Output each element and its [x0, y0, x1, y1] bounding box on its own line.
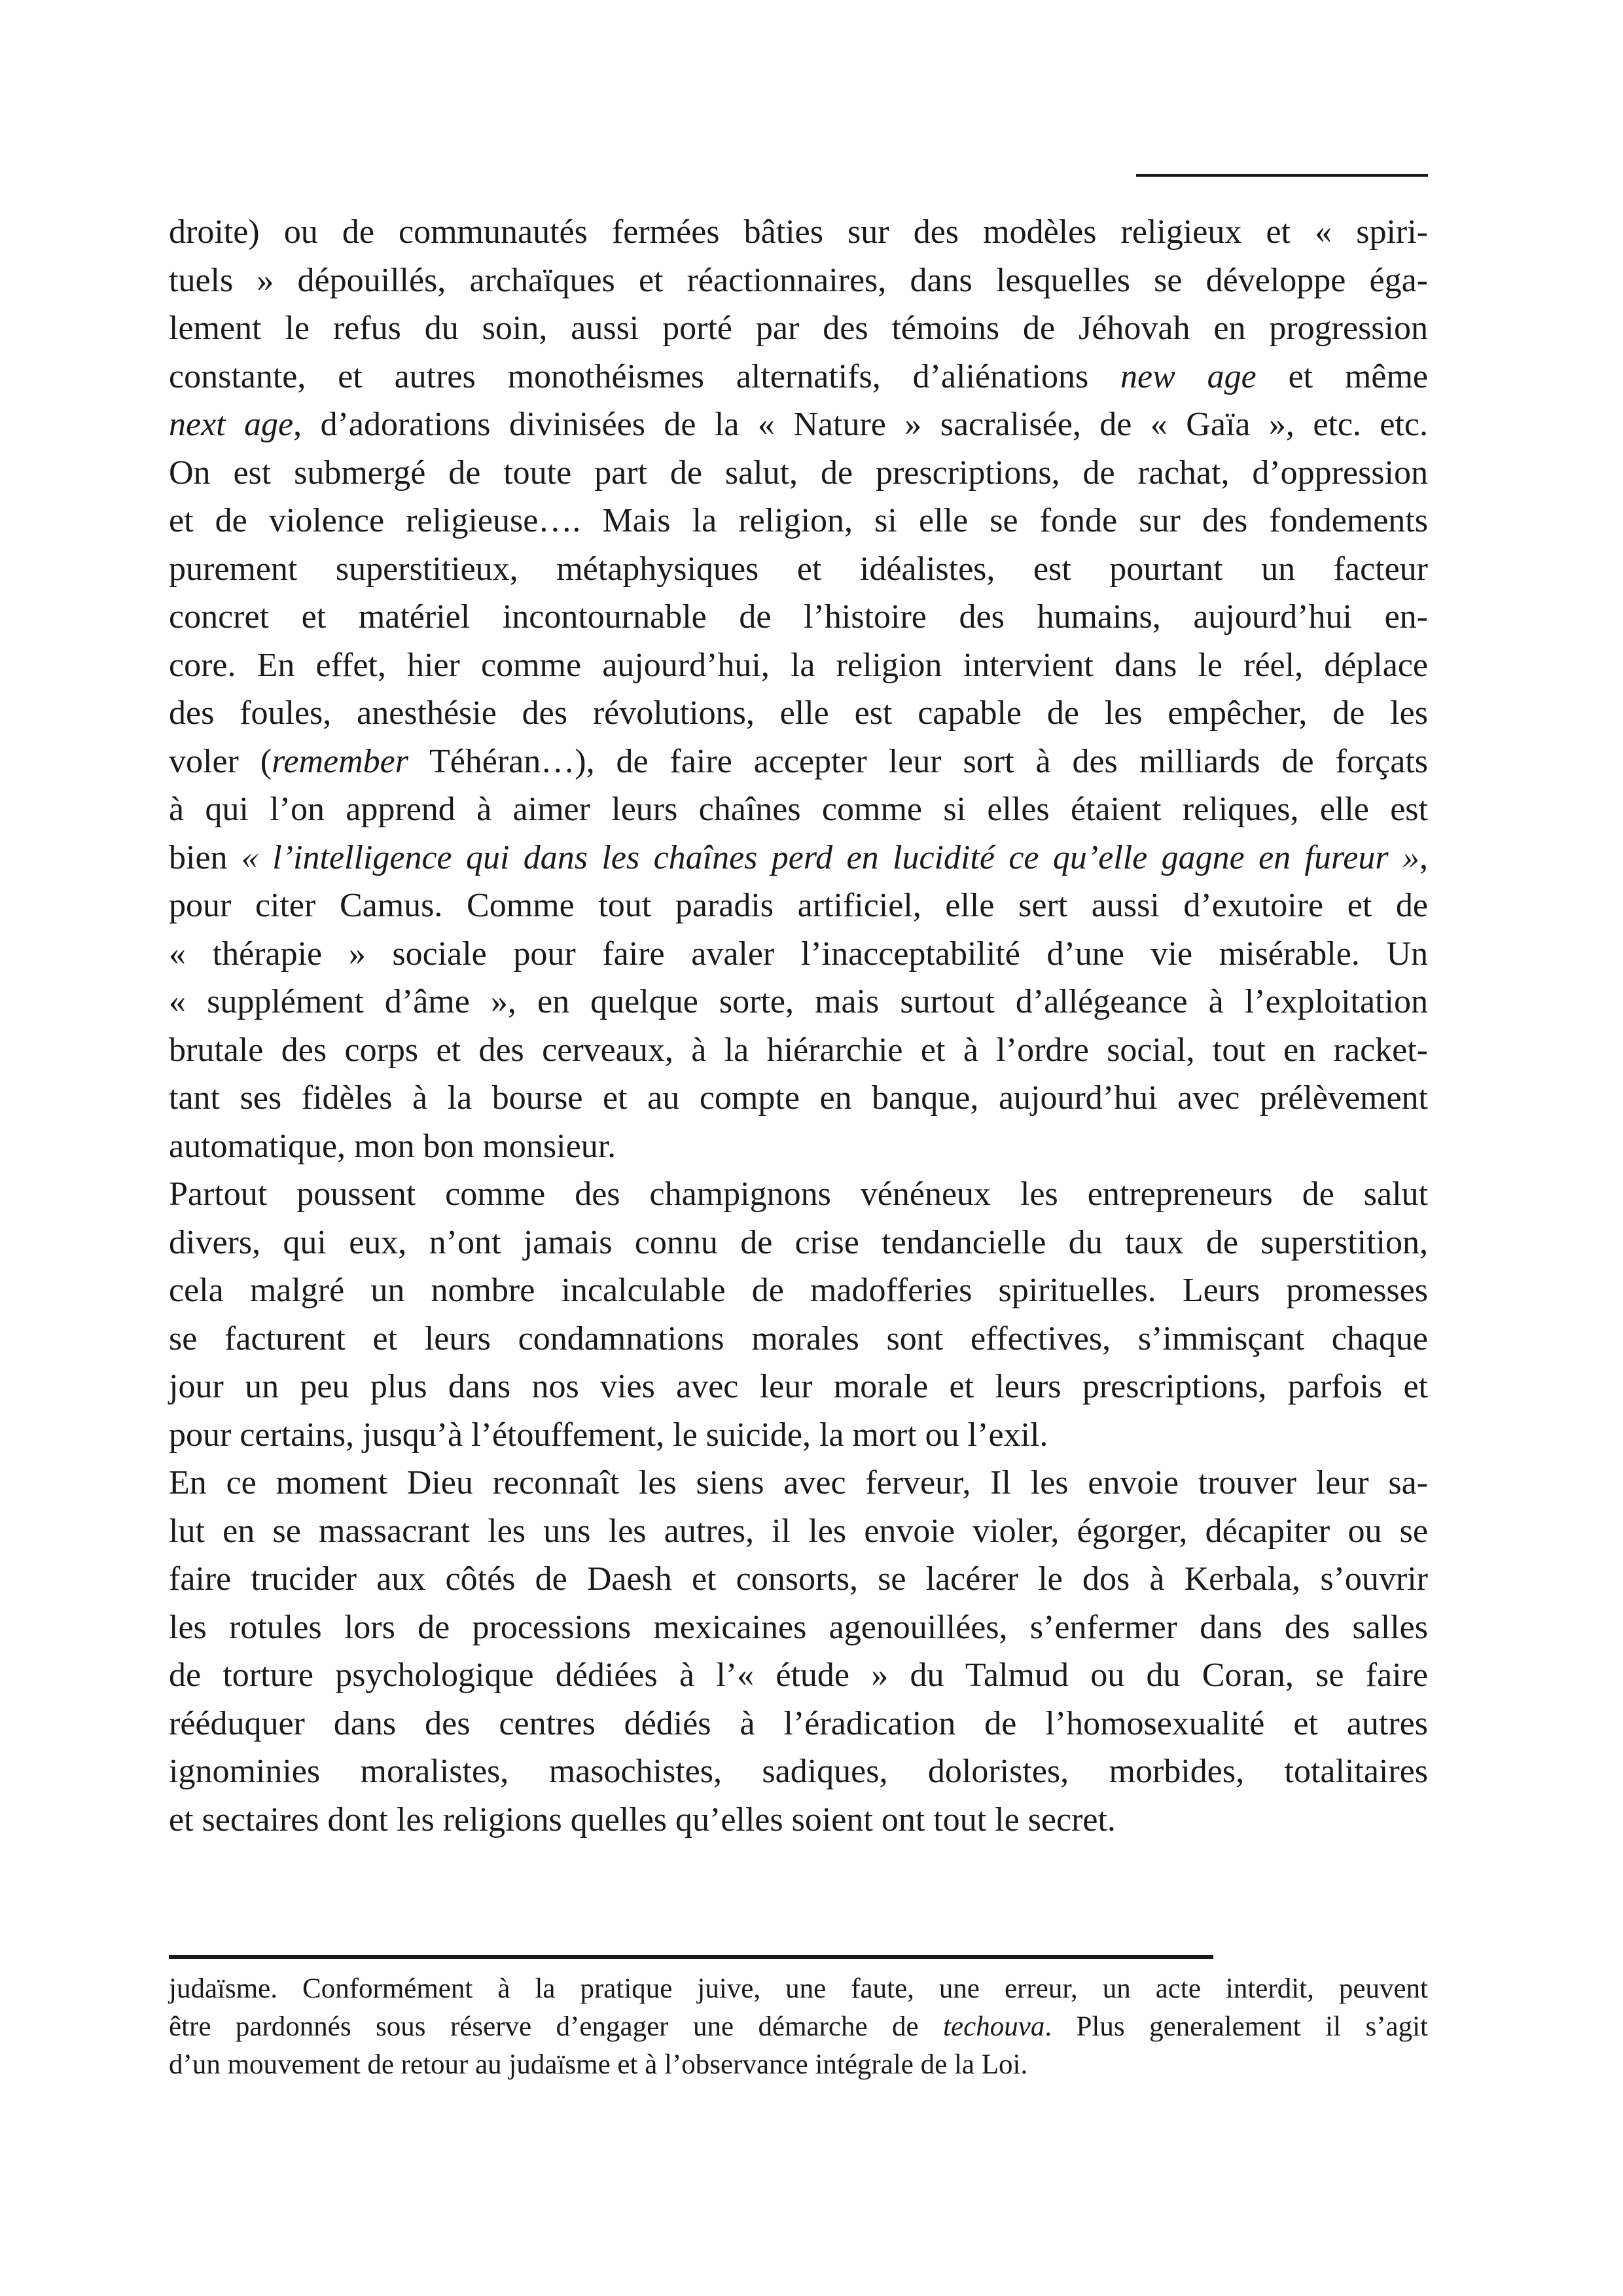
text-line [169, 882, 1428, 930]
text-run: « thérapie » sociale pour faire avaler l’inacceptabilité d’une vie misérable. Un [169, 935, 1428, 973]
text-run: , [1419, 838, 1428, 876]
text-run: « supplément d’âme », en quelque sorte, mais surtout d’allégeance à l’exploitation [169, 983, 1428, 1020]
text-line [169, 497, 1428, 545]
paragraph [169, 208, 1428, 1170]
italic-text: techouva [943, 2011, 1045, 2042]
text-line [169, 1074, 1428, 1122]
text-line [169, 641, 1428, 690]
text-line [169, 1026, 1428, 1075]
text-run: rééduquer dans des centres dédiés à l’éradication de l’homosexualité et autres [169, 1704, 1428, 1742]
text-line [169, 1170, 1428, 1219]
text-line [169, 1748, 1428, 1796]
text-run: pour certains, jusqu’à l’étouffement, le suicide, la mort ou l’exil. [169, 1416, 1048, 1454]
text-run: purement superstitieux, métaphysiques et idéalistes, est pourtant un facteur [169, 550, 1428, 588]
text-run: divers, qui eux, n’ont jamais connu de crise tendancielle du taux de superstition, [169, 1223, 1428, 1261]
text-run: et de violence religieuse…. Mais la religion, si elle se fonde sur des fondements [169, 502, 1428, 539]
text-run: des foules, anesthésie des révolutions, elle est capable de les empêcher, de les [169, 694, 1428, 732]
text-line [169, 1796, 1428, 1844]
text-run: jour un peu plus dans nos vies avec leur morale et leurs prescriptions, parfois et [169, 1368, 1428, 1405]
text-line [169, 208, 1428, 257]
text-run: brutale des corps et des cerveaux, à la hiérarchie et à l’ordre social, tout en racket- [169, 1031, 1428, 1069]
text-line [169, 1651, 1428, 1700]
text-line [169, 1555, 1428, 1604]
paragraph [169, 1170, 1428, 1459]
text-line [169, 593, 1428, 641]
text-run: droite) ou de communautés fermées bâties sur des modèles religieux et « spiri- [169, 213, 1428, 251]
text-line [169, 2046, 1428, 2084]
text-line [169, 1459, 1428, 1507]
text-run: ignominies moralistes, masochistes, sadiques, doloristes, morbides, totalitaires [169, 1753, 1428, 1790]
text-line [169, 1122, 1428, 1171]
text-line [169, 1700, 1428, 1748]
text-line [169, 304, 1428, 353]
text-run: automatique, mon bon monsieur. [169, 1127, 616, 1165]
text-line [169, 930, 1428, 978]
text-line [169, 401, 1428, 449]
main-body-text [169, 208, 1428, 1844]
text-run: , d’adorations divinisées de la « Nature » sacralisée, de « Gaïa », etc. etc. [293, 406, 1428, 443]
paragraph [169, 1459, 1428, 1844]
text-run: . Plus generalement il s’agit [1044, 2011, 1429, 2042]
text-run: bien [169, 838, 241, 876]
text-run: de torture psychologique dédiées à l’« étude » du Talmud ou du Coran, se faire [169, 1657, 1428, 1694]
text-line [169, 1266, 1428, 1315]
text-run: tuels » dépouillés, archaïques et réactionnaires, dans lesquelles se développe éga- [169, 261, 1428, 299]
text-line [169, 449, 1428, 497]
text-run: Téhéran…), de faire accepter leur sort à des milliards de forçats [408, 742, 1428, 780]
text-run: se facturent et leurs condamnations morales sont effectives, s’immisçant chaque [169, 1319, 1428, 1357]
text-line [169, 738, 1428, 786]
text-line [169, 545, 1428, 594]
footnote-rule [169, 1955, 1213, 1959]
text-line [169, 834, 1428, 882]
header-rule [1136, 174, 1428, 177]
text-run: et sectaires dont les religions quelles qu’elles soient ont tout le secret. [169, 1801, 1116, 1839]
text-line [169, 689, 1428, 738]
text-run: Partout poussent comme des champignons vénéneux les entrepreneurs de salut [169, 1175, 1428, 1213]
text-line [169, 1363, 1428, 1411]
text-line [169, 785, 1428, 834]
text-line [169, 257, 1428, 305]
footnote [169, 1970, 1428, 2084]
text-run: constante, et autres monothéismes alternatifs, d’aliénations [169, 357, 1121, 395]
text-line [169, 353, 1428, 401]
text-line [169, 2008, 1428, 2046]
text-line [169, 1315, 1428, 1363]
italic-text: new age [1120, 357, 1257, 395]
text-run: lut en se massacrant les uns les autres, il les envoie violer, égorger, décapiter ou se [169, 1512, 1428, 1550]
text-run: lement le refus du soin, aussi porté par des témoins de Jéhovah en progression [169, 310, 1428, 347]
text-run: core. En effet, hier comme aujourd’hui, la religion intervient dans le réel, déplace [169, 646, 1428, 684]
italic-text: « l’intelligence qui dans les chaînes perd en lucidité ce qu’elle gagne en fureur » [241, 838, 1419, 876]
text-run: cela malgré un nombre incalculable de madofferies spirituelles. Leurs promesses [169, 1272, 1428, 1309]
text-run: pour citer Camus. Comme tout paradis artificiel, elle sert aussi d’exutoire et de [169, 887, 1428, 924]
text-run: à qui l’on apprend à aimer leurs chaînes comme si elles étaient reliques, elle est [169, 791, 1428, 828]
text-run: faire trucider aux côtés de Daesh et consorts, se lacérer le dos à Kerbala, s’ouvrir [169, 1560, 1428, 1598]
text-line [169, 1507, 1428, 1556]
italic-text: remember [272, 742, 408, 780]
text-run: voler ( [169, 742, 272, 780]
text-run: d’un mouvement de retour au judaïsme et à l’observance intégrale de la Loi. [169, 2049, 1028, 2080]
text-line [169, 1604, 1428, 1652]
text-line [169, 1219, 1428, 1267]
text-run: En ce moment Dieu reconnaît les siens avec ferveur, Il les envoie trouver leur sa- [169, 1464, 1428, 1501]
text-run: les rotules lors de processions mexicaines agenouillées, s’enfermer dans des salles [169, 1608, 1428, 1646]
text-line [169, 1970, 1428, 2008]
text-line [169, 978, 1428, 1026]
italic-text: next age [169, 406, 294, 443]
text-run: et même [1256, 357, 1428, 395]
text-run: être pardonnés sous réserve d’engager une démarche de [169, 2011, 944, 2042]
text-run: concret et matériel incontournable de l’histoire des humains, aujourd’hui en- [169, 598, 1428, 636]
text-run: On est submergé de toute part de salut, de prescriptions, de rachat, d’oppression [169, 454, 1428, 492]
text-run: judaïsme. Conformément à la pratique juive, une faute, une erreur, un acte interdit, peuvent [169, 1973, 1428, 2004]
text-run: tant ses fidèles à la bourse et au compte en banque, aujourd’hui avec prélèvement [169, 1079, 1428, 1117]
text-line [169, 1411, 1428, 1460]
